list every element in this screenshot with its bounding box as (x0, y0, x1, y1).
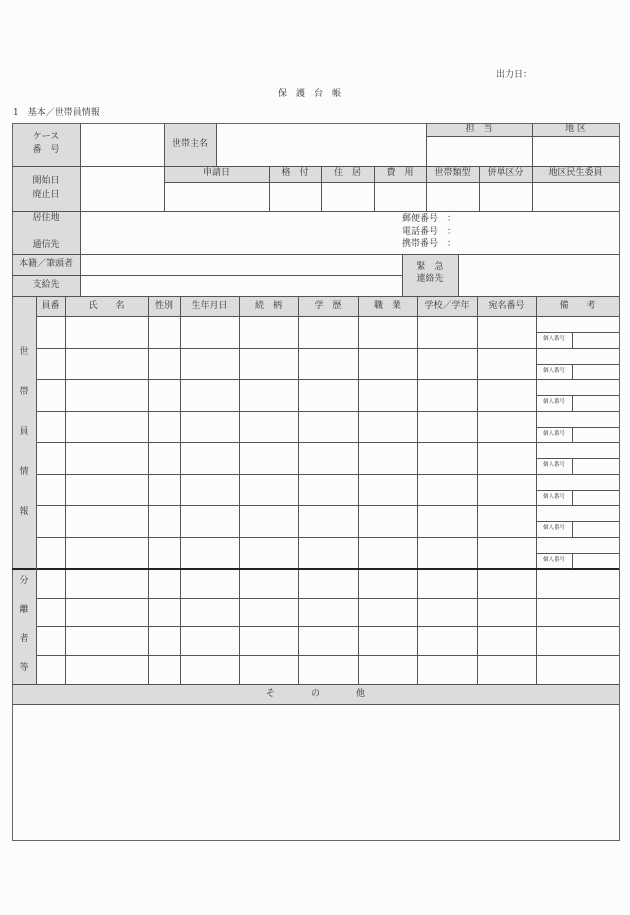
section-heading: 1 基本／世帯員情報 (13, 108, 100, 118)
end-date-label: 廃止日 (32, 190, 60, 200)
honseki-field[interactable] (81, 255, 401, 274)
personal-number-field[interactable] (573, 428, 618, 442)
member-column-header: 生年月日 (191, 301, 228, 311)
emergency-label: 緊 急 連絡先 (416, 262, 444, 284)
shikyusaki-field[interactable] (81, 276, 401, 295)
chiku-field[interactable] (533, 137, 618, 165)
separated-side-label: 分 (19, 576, 29, 586)
head-name-label: 世帯主名 (171, 139, 208, 149)
members-side-label: 世 (19, 347, 29, 357)
personal-number-field[interactable] (573, 459, 618, 474)
page-title: 保 護 台 帳 (278, 89, 342, 99)
emergency-field[interactable] (459, 255, 618, 295)
other-notes-area[interactable] (13, 705, 618, 839)
head-name-field[interactable] (217, 124, 425, 165)
tanto-label: 担 当 (465, 124, 493, 134)
heitan-kubun-label: 併単区分 (487, 168, 524, 178)
jukyo-label: 住 居 (333, 168, 361, 178)
member-column-header: 備 考 (559, 301, 596, 311)
member-row[interactable] (37, 538, 535, 569)
member-row[interactable] (37, 475, 535, 505)
member-column-header: 員番 (41, 301, 60, 311)
application-date-label: 申請日 (202, 168, 230, 178)
member-column-header: 学校／学年 (424, 301, 470, 311)
personal-number-label: 個人番号 (542, 462, 565, 468)
phone-label: 電話番号 ： (402, 227, 457, 237)
members-side-label: 員 (19, 427, 29, 437)
separated-row[interactable] (37, 627, 618, 655)
members-side-label: 報 (19, 507, 29, 517)
separated-side-label: 者 (19, 634, 29, 644)
separated-row[interactable] (37, 599, 618, 626)
member-column-header: 宛名番号 (488, 301, 525, 311)
postal-label: 郵便番号 ： (402, 214, 457, 224)
member-column-header: 職 業 (373, 301, 401, 311)
chiku-label: 地 区 (565, 124, 586, 134)
member-column-header: 氏 名 (88, 301, 125, 311)
member-row[interactable] (37, 317, 535, 348)
member-column-header: 続 柄 (254, 301, 282, 311)
member-row[interactable] (37, 506, 535, 537)
hiyo-label: 費 用 (386, 168, 414, 178)
case-no-field[interactable] (81, 124, 163, 165)
member-row[interactable] (37, 380, 535, 411)
minsei-iin-label: 地区民生委員 (548, 168, 603, 178)
personal-number-field[interactable] (573, 396, 618, 411)
separated-row[interactable] (37, 656, 618, 684)
member-row[interactable] (37, 349, 535, 379)
personal-number-label: 個人番号 (542, 525, 565, 531)
personal-number-label: 個人番号 (542, 431, 565, 437)
members-side-label: 情 (19, 467, 29, 477)
separated-side-label: 離 (19, 605, 29, 615)
personal-number-label: 個人番号 (542, 399, 565, 405)
personal-number-label: 個人番号 (542, 494, 565, 500)
start-date-label: 開始日 (32, 176, 60, 186)
member-row[interactable] (37, 412, 535, 442)
members-side-label: 帯 (19, 387, 29, 397)
personal-number-field[interactable] (573, 491, 618, 505)
personal-number-label: 個人番号 (542, 336, 565, 342)
tanto-field[interactable] (427, 137, 531, 165)
mobile-label: 携帯番号 ： (402, 239, 457, 249)
address-field[interactable] (81, 212, 401, 253)
personal-number-field[interactable] (573, 554, 618, 569)
correspondence-label: 通信先 (32, 240, 60, 250)
personal-number-field[interactable] (573, 365, 618, 379)
honseki-label: 本籍／筆頭者 (18, 259, 73, 269)
start-end-date-field[interactable] (81, 167, 163, 210)
member-column-header: 学 歴 (314, 301, 342, 311)
personal-number-field[interactable] (573, 333, 618, 348)
personal-number-label: 個人番号 (542, 368, 565, 374)
personal-number-label: 個人番号 (542, 557, 565, 563)
case-no-label: ケース 番 号 (32, 132, 60, 155)
residence-label: 居住地 (32, 213, 60, 223)
separated-row[interactable] (37, 570, 618, 598)
shikyusaki-label: 支給先 (32, 280, 60, 290)
setai-ruikei-label: 世帯類型 (434, 168, 471, 178)
separated-side-label: 等 (19, 663, 29, 673)
member-column-header: 性別 (154, 301, 173, 311)
output-date-label: 出力日： (496, 70, 533, 80)
personal-number-field[interactable] (573, 522, 618, 537)
member-row[interactable] (37, 443, 535, 474)
other-title: そ の 他 (265, 689, 365, 699)
kakufu-label: 格 付 (281, 168, 309, 178)
